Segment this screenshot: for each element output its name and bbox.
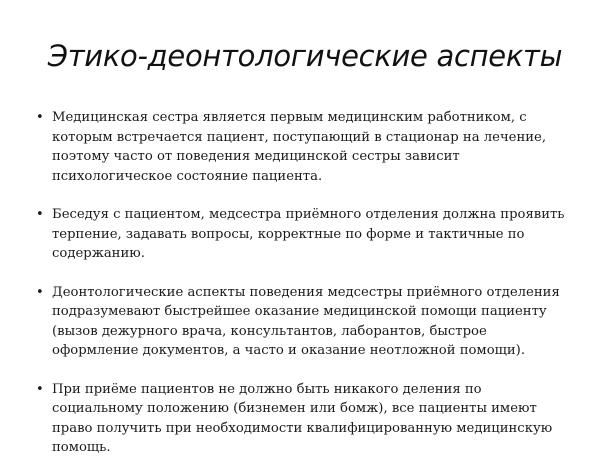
bullet-text: При приёме пациентов не должно быть никакого деления по социальному положению (бизнемен или бомж), все пациенты имеют право получить при необходимости квалифицированную медицинскую помощь.	[52, 381, 553, 455]
bullet-marker-icon: •	[36, 207, 44, 222]
bullet-list	[36, 108, 576, 458]
bullet-text: Деонтологические аспекты поведения медсестры приёмного отделения подразумевают быстрейшее оказание медицинской помощи пациенту (вызов дежурного врача, консультантов, лаборантов, быстрое оформление документов, а часто и оказание неотложной помощи).	[52, 284, 560, 358]
bullet-item	[36, 108, 576, 186]
bullet-text: Беседуя с пациентом, медсестра приёмного отделения должна проявить терпение, задавать вопросы, корректные по форме и тактичные по содержанию.	[52, 207, 565, 261]
slide-title: Этико-деонтологические аспекты	[47, 39, 563, 73]
bullet-marker-icon: •	[36, 110, 44, 125]
bullet-text: Медицинская сестра является первым медицинским работником, с которым встречается пациент, поступающий в стационар на лечение, поэтому часто от поведения медицинской сестры зависит психологическое состояние пациента.	[52, 110, 547, 184]
bullet-item	[36, 380, 576, 458]
bullet-item	[36, 283, 576, 361]
bullet-marker-icon: •	[36, 381, 44, 397]
bullet-marker-icon: •	[36, 284, 44, 300]
bullet-item	[36, 205, 576, 264]
